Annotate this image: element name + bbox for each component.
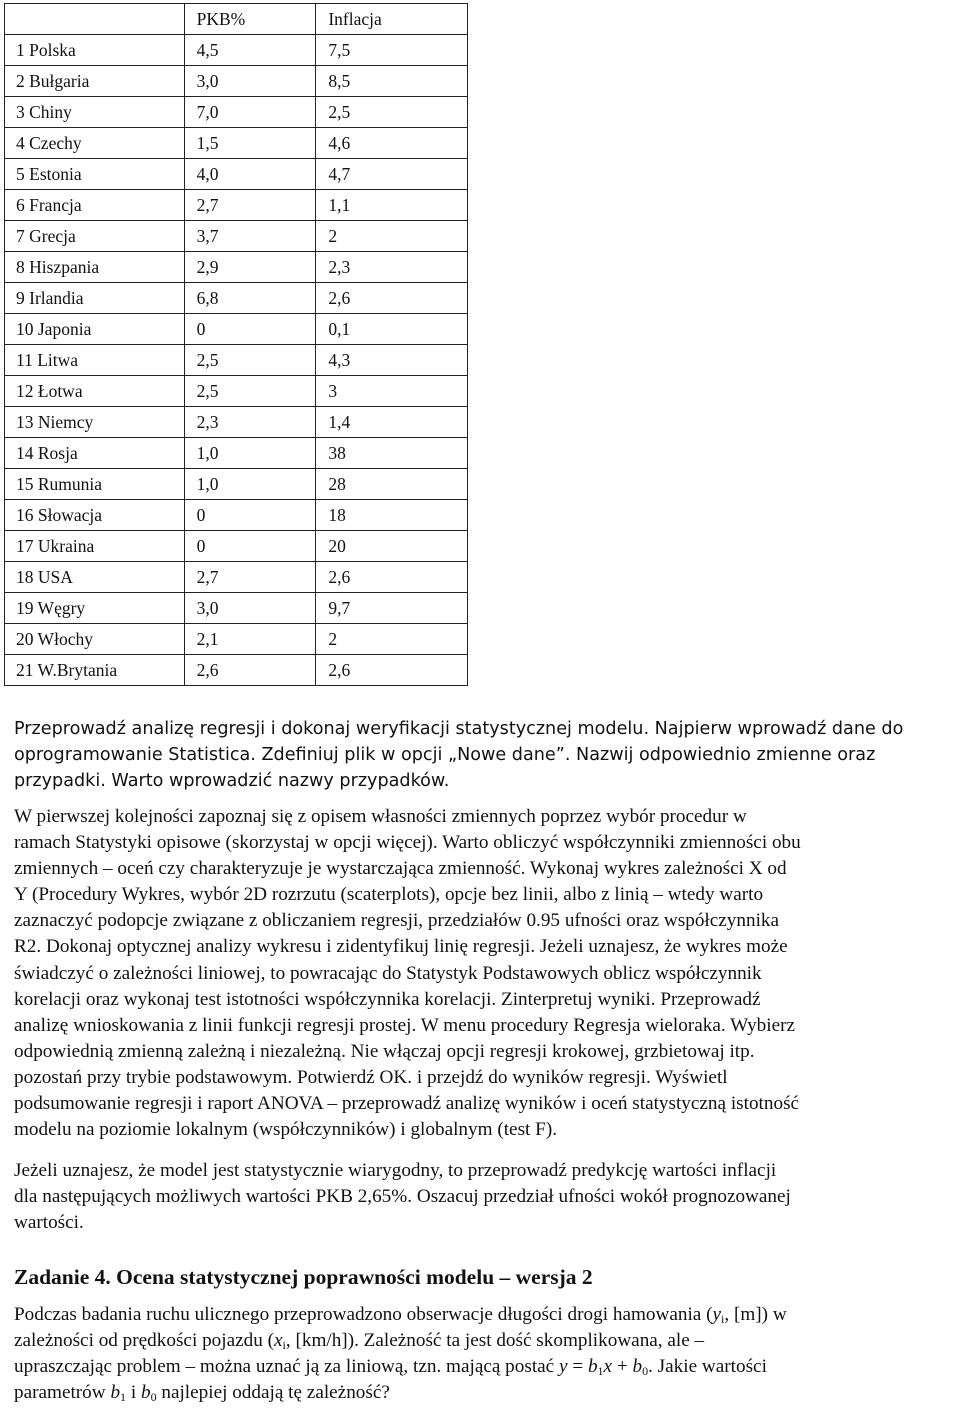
variable-y: y: [712, 1304, 722, 1325]
header-inflation: Inflacja: [316, 4, 468, 35]
text-line: odpowiednią zmienną zależną i niezależną. Nie włączaj opcji regresji krokowej, grzbietowaj itp.: [14, 1040, 755, 1062]
table-row: [5, 593, 468, 624]
text-line: Y (Procedury Wykres, wybór 2D rozrzutu (scaterplots), opcje bez linii, albo z linią – wtedy warto: [14, 884, 764, 906]
variable-x: x: [274, 1330, 283, 1352]
table-row: [5, 438, 468, 469]
cell-country: 19 Węgry: [5, 593, 185, 624]
cell-inflation: 4,6: [316, 128, 468, 159]
text-line: [14, 1354, 954, 1380]
table-row: [5, 469, 468, 500]
cell-country: 1 Polska: [5, 35, 185, 66]
text-line: analizę wnioskowania z linii funkcji regresji prostej. W menu procedury Regresja wieloraka. Wybierz: [14, 1014, 796, 1036]
cell-inflation: 2,5: [316, 97, 468, 128]
cell-pkb: 6,8: [184, 283, 316, 314]
cell-inflation: 4,7: [316, 159, 468, 190]
text-line: oprogramowanie Statistica. Zdefiniuj plik w opcji „Nowe dane”. Nazwij odpowiednio zmienne oraz: [14, 745, 876, 766]
table-row: [5, 221, 468, 252]
text-line: zmiennych – oceń czy charakteryzuje je wystarczająca zmienność. Wykonaj wykres zależności X od: [14, 858, 787, 880]
cell-pkb: 2,9: [184, 252, 316, 283]
text-line: Przeprowadź analizę regresji i dokonaj weryfikacji statystycznej modelu. Najpierw wprowadź dane do: [14, 719, 904, 739]
cell-country: 5 Estonia: [5, 159, 185, 190]
table-row: [5, 128, 468, 159]
equation-b1: b: [587, 1356, 598, 1378]
table-row: [5, 35, 468, 66]
table-row: [5, 531, 468, 562]
header-pkb: PKB%: [184, 4, 316, 35]
cell-country: 21 W.Brytania: [5, 655, 185, 686]
table-row: [5, 66, 468, 97]
cell-country: 8 Hiszpania: [5, 252, 185, 283]
table-header-row: [5, 4, 468, 35]
cell-inflation: 2: [316, 221, 468, 252]
header-country: [5, 4, 185, 35]
text-fragment: najlepiej oddają tę zależność?: [156, 1382, 390, 1404]
cell-inflation: 9,7: [316, 593, 468, 624]
cell-inflation: 2,3: [316, 252, 468, 283]
subscript: i: [282, 1338, 286, 1353]
text-line: [14, 1380, 954, 1406]
cell-inflation: 4,3: [316, 345, 468, 376]
text-fragment: . Jakie wartości: [648, 1356, 767, 1378]
cell-pkb: 4,5: [184, 35, 316, 66]
cell-pkb: 4,0: [184, 159, 316, 190]
table-row: [5, 252, 468, 283]
text-fragment: , [m]) w: [724, 1304, 787, 1325]
table-body: [5, 35, 468, 686]
text-line: zaznaczyć podopcje związane z obliczaniem regresji, przedziałów 0.95 ufności oraz współczynnika: [14, 910, 780, 932]
equation-plus: +: [612, 1356, 633, 1378]
cell-inflation: 18: [316, 500, 468, 531]
paragraph-task-4: [14, 1302, 954, 1406]
text-line: W pierwszej kolejności zapoznaj się z opisem własności zmiennych poprzez wybór procedur w: [14, 806, 747, 827]
cell-pkb: 2,5: [184, 345, 316, 376]
text-line: podsumowanie regresji i raport ANOVA – przeprowadź analizę wyników i oceń statystyczną istotność: [14, 1093, 800, 1115]
subscript: 0: [150, 1390, 157, 1405]
equation-equals: =: [567, 1356, 588, 1378]
table-row: [5, 407, 468, 438]
text-line: świadczyć o zależności liniowej, to powracając do Statystyk Podstawowych oblicz współczynnik: [14, 962, 762, 984]
cell-country: 13 Niemcy: [5, 407, 185, 438]
cell-inflation: 28: [316, 469, 468, 500]
table-row: [5, 159, 468, 190]
cell-pkb: 0: [184, 500, 316, 531]
cell-country: 18 USA: [5, 562, 185, 593]
table-row: [5, 314, 468, 345]
cell-pkb: 3,0: [184, 593, 316, 624]
text-line: R2. Dokonaj optycznej analizy wykresu i zidentyfikuj linię regresji. Jeżeli uznajesz, że wykres może: [14, 936, 788, 958]
param-b1: b: [110, 1382, 121, 1404]
cell-country: 11 Litwa: [5, 345, 185, 376]
gdp-inflation-table: [4, 3, 468, 686]
cell-inflation: 2,6: [316, 283, 468, 314]
text-line: dla następujących możliwych wartości PKB 2,65%. Oszacuj przedział ufności wokół prognozowanej: [14, 1186, 791, 1208]
table-row: [5, 624, 468, 655]
cell-pkb: 1,0: [184, 469, 316, 500]
text-fragment: parametrów: [14, 1382, 111, 1404]
text-fragment: , [km/h]). Zależność ta jest dość skomplikowana, ale –: [285, 1330, 705, 1352]
cell-pkb: 2,7: [184, 190, 316, 221]
text-line: Jeżeli uznajesz, że model jest statystycznie wiarygodny, to przeprowadź predykcję wartości inflacji: [14, 1160, 777, 1181]
cell-country: 16 Słowacja: [5, 500, 185, 531]
cell-pkb: 2,6: [184, 655, 316, 686]
cell-country: 2 Bułgaria: [5, 66, 185, 97]
cell-pkb: 0: [184, 314, 316, 345]
table-row: [5, 283, 468, 314]
text-line: [14, 1328, 954, 1354]
cell-country: 4 Czechy: [5, 128, 185, 159]
text-line: [14, 1302, 954, 1328]
text-line: pozostań przy trybie podstawowym. Potwierdź OK. i przejdź do wyników regresji. Wyświetl: [14, 1066, 728, 1088]
text-fragment: Podczas badania ruchu ulicznego przeprowadzono obserwacje długości drogi hamowania (: [14, 1304, 713, 1325]
cell-pkb: 2,1: [184, 624, 316, 655]
table-row: [5, 97, 468, 128]
table-row: [5, 345, 468, 376]
equation-x: x: [603, 1356, 613, 1378]
cell-inflation: 1,4: [316, 407, 468, 438]
cell-country: 20 Włochy: [5, 624, 185, 655]
cell-pkb: 1,0: [184, 438, 316, 469]
subscript: 0: [642, 1364, 649, 1379]
text-fragment: zależności od prędkości pojazdu (: [14, 1330, 274, 1352]
subscript: i: [721, 1312, 725, 1326]
table-row: [5, 190, 468, 221]
equation-y: y: [558, 1356, 568, 1378]
text-line: korelacji oraz wykonaj test istotności współczynnika korelacji. Zinterpretuj wyniki. Przeprowadź: [14, 988, 761, 1010]
cell-pkb: 1,5: [184, 128, 316, 159]
cell-country: 3 Chiny: [5, 97, 185, 128]
text-fragment: i: [126, 1382, 141, 1404]
cell-inflation: 2,6: [316, 655, 468, 686]
cell-pkb: 2,3: [184, 407, 316, 438]
table-row: [5, 562, 468, 593]
subscript: 1: [120, 1390, 127, 1405]
cell-country: 6 Francja: [5, 190, 185, 221]
cell-inflation: 2,6: [316, 562, 468, 593]
cell-inflation: 0,1: [316, 314, 468, 345]
cell-inflation: 3: [316, 376, 468, 407]
cell-inflation: 8,5: [316, 66, 468, 97]
text-fragment: upraszczając problem – można uznać ją za liniową, tzn. mającą postać: [14, 1356, 559, 1378]
cell-pkb: 3,0: [184, 66, 316, 97]
text-line: wartości.: [14, 1212, 84, 1234]
paragraph-instructions-1: [14, 716, 954, 794]
table-row: [5, 500, 468, 531]
paragraph-instructions-2: [14, 804, 954, 1143]
text-line: modelu na poziomie lokalnym (współczynników) i globalnym (test F).: [14, 1119, 558, 1141]
cell-inflation: 20: [316, 531, 468, 562]
cell-pkb: 3,7: [184, 221, 316, 252]
cell-country: 9 Irlandia: [5, 283, 185, 314]
paragraph-prediction: [14, 1158, 954, 1236]
text-line: przypadki. Warto wprowadzić nazwy przypadków.: [14, 771, 450, 792]
table-row: [5, 376, 468, 407]
cell-inflation: 7,5: [316, 35, 468, 66]
cell-pkb: 0: [184, 531, 316, 562]
table-row: [5, 655, 468, 686]
section-heading-task-4: Zadanie 4. Ocena statystycznej poprawności modelu – wersja 2: [14, 1265, 593, 1289]
cell-inflation: 38: [316, 438, 468, 469]
param-b0: b: [140, 1382, 151, 1404]
cell-country: 10 Japonia: [5, 314, 185, 345]
cell-country: 15 Rumunia: [5, 469, 185, 500]
cell-inflation: 1,1: [316, 190, 468, 221]
cell-country: 17 Ukraina: [5, 531, 185, 562]
equation-b0: b: [632, 1356, 643, 1378]
cell-pkb: 2,5: [184, 376, 316, 407]
cell-country: 7 Grecja: [5, 221, 185, 252]
text-line: ramach Statystyki opisowe (skorzystaj w opcji więcej). Warto obliczyć współczynniki zmienności obu: [14, 832, 801, 854]
subscript: 1: [597, 1364, 604, 1379]
cell-pkb: 7,0: [184, 97, 316, 128]
cell-country: 14 Rosja: [5, 438, 185, 469]
cell-pkb: 2,7: [184, 562, 316, 593]
cell-country: 12 Łotwa: [5, 376, 185, 407]
cell-inflation: 2: [316, 624, 468, 655]
